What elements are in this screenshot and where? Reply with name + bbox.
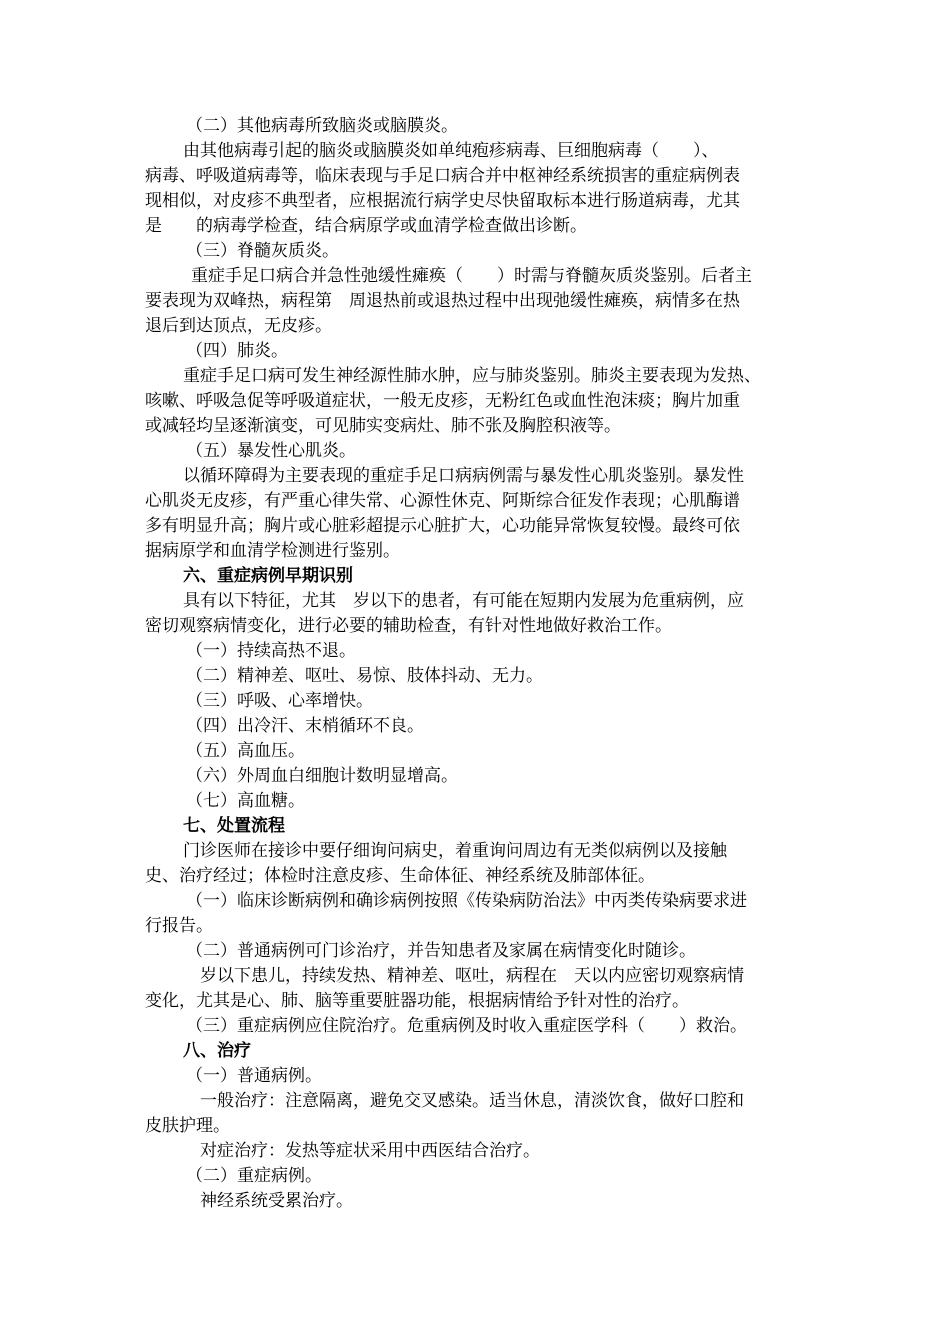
paragraph-line: 以循环障碍为主要表现的重症手足口病病例需与暴发性心肌炎鉴别。暴发性 bbox=[183, 466, 744, 486]
paragraph-line: （三）重症病例应住院治疗。危重病例及时收入重症医学科（ ）救治。 bbox=[186, 1016, 747, 1036]
paragraph-line: 密切观察病情变化，进行必要的辅助检查，有针对性地做好救治工作。 bbox=[145, 616, 672, 636]
paragraph-line: 皮肤护理。 bbox=[145, 1116, 230, 1136]
list-item: （二）精神差、呕吐、易惊、肢体抖动、无力。 bbox=[186, 666, 543, 686]
paragraph-line: 据病原学和血清学检测进行鉴别。 bbox=[145, 541, 400, 561]
paragraph-line: 或减轻均呈逐渐演变，可见肺实变病灶、肺不张及胸腔积液等。 bbox=[145, 416, 621, 436]
list-item: （七）高血糖。 bbox=[186, 791, 305, 811]
paragraph-line: 重症手足口病可发生神经源性肺水肿，应与肺炎鉴别。肺炎主要表现为发热、 bbox=[183, 366, 761, 386]
paragraph-line: （二）普通病例可门诊治疗，并告知患者及家属在病情变化时随诊。 bbox=[186, 941, 696, 961]
paragraph-line: 变化，尤其是心、肺、脑等重要脏器功能，根据病情给予针对性的治疗。 bbox=[145, 991, 689, 1011]
subheading-polio: （三）脊髓灰质炎。 bbox=[186, 241, 339, 261]
paragraph-line: 由其他病毒引起的脑炎或脑膜炎如单纯疱疹病毒、巨细胞病毒（ ）、 bbox=[183, 141, 719, 161]
paragraph-line: 咳嗽、呼吸急促等呼吸道症状，一般无皮疹，无粉红色或血性泡沫痰；胸片加重 bbox=[145, 391, 740, 411]
list-item: （六）外周血白细胞计数明显增高。 bbox=[186, 766, 458, 786]
paragraph-line: 一般治疗：注意隔离，避免交叉感染。适当休息，清淡饮食，做好口腔和 bbox=[200, 1091, 744, 1111]
paragraph-line: （一）临床诊断病例和确诊病例按照《传染病防治法》中丙类传染病要求进 bbox=[186, 891, 747, 911]
subheading-pneumonia: （四）肺炎。 bbox=[186, 341, 288, 361]
list-item: （一）持续高热不退。 bbox=[186, 641, 356, 661]
paragraph-line: 行报告。 bbox=[145, 916, 213, 936]
section-heading-procedure: 七、处置流程 bbox=[183, 816, 285, 836]
paragraph-line: 现相似，对皮疹不典型者，应根据流行病学史尽快留取标本进行肠道病毒，尤其 bbox=[145, 191, 740, 211]
paragraph-line: 神经系统受累治疗。 bbox=[200, 1191, 353, 1211]
list-item: （五）高血压。 bbox=[186, 741, 305, 761]
subheading-severe-cases: （二）重症病例。 bbox=[186, 1166, 322, 1186]
section-heading-treatment: 八、治疗 bbox=[183, 1041, 251, 1061]
subheading-common-cases: （一）普通病例。 bbox=[186, 1066, 322, 1086]
paragraph-line: 具有以下特征，尤其 岁以下的患者，有可能在短期内发展为危重病例，应 bbox=[183, 591, 744, 611]
list-item: （四）出冷汗、末梢循环不良。 bbox=[186, 716, 424, 736]
subheading-fulminant-myocarditis: （五）暴发性心肌炎。 bbox=[186, 441, 356, 461]
paragraph-line: 史、治疗经过；体检时注意皮疹、生命体征、神经系统及肺部体征。 bbox=[145, 866, 655, 886]
paragraph-line: 要表现为双峰热，病程第 周退热前或退热过程中出现弛缓性瘫痪，病情多在热 bbox=[145, 291, 740, 311]
paragraph-line: 退后到达顶点，无皮疹。 bbox=[145, 316, 332, 336]
paragraph-line: 心肌炎无皮疹，有严重心律失常、心源性休克、阿斯综合征发作表现；心肌酶谱 bbox=[145, 491, 740, 511]
subheading-other-viral-encephalitis: （二）其他病毒所致脑炎或脑膜炎。 bbox=[186, 116, 458, 136]
section-heading-early-identification: 六、重症病例早期识别 bbox=[183, 566, 353, 586]
paragraph-line: 多有明显升高；胸片或心脏彩超提示心脏扩大，心功能异常恢复较慢。最终可依 bbox=[145, 516, 740, 536]
paragraph-line: 重症手足口病合并急性弛缓性瘫痪（ ）时需与脊髓灰质炎鉴别。后者主 bbox=[191, 266, 752, 286]
list-item: （三）呼吸、心率增快。 bbox=[186, 691, 373, 711]
paragraph-line: 门诊医师在接诊中要仔细询问病史，着重询问周边有无类似病例以及接触 bbox=[183, 841, 727, 861]
paragraph-line: 是 的病毒学检查，结合病原学或血清学检查做出诊断。 bbox=[145, 216, 587, 236]
paragraph-line: 对症治疗：发热等症状采用中西医结合治疗。 bbox=[200, 1141, 540, 1161]
paragraph-line: 病毒、呼吸道病毒等，临床表现与手足口病合并中枢神经系统损害的重症病例表 bbox=[145, 166, 740, 186]
paragraph-line: 岁以下患儿，持续发热、精神差、呕吐，病程在 天以内应密切观察病情 bbox=[200, 966, 744, 986]
